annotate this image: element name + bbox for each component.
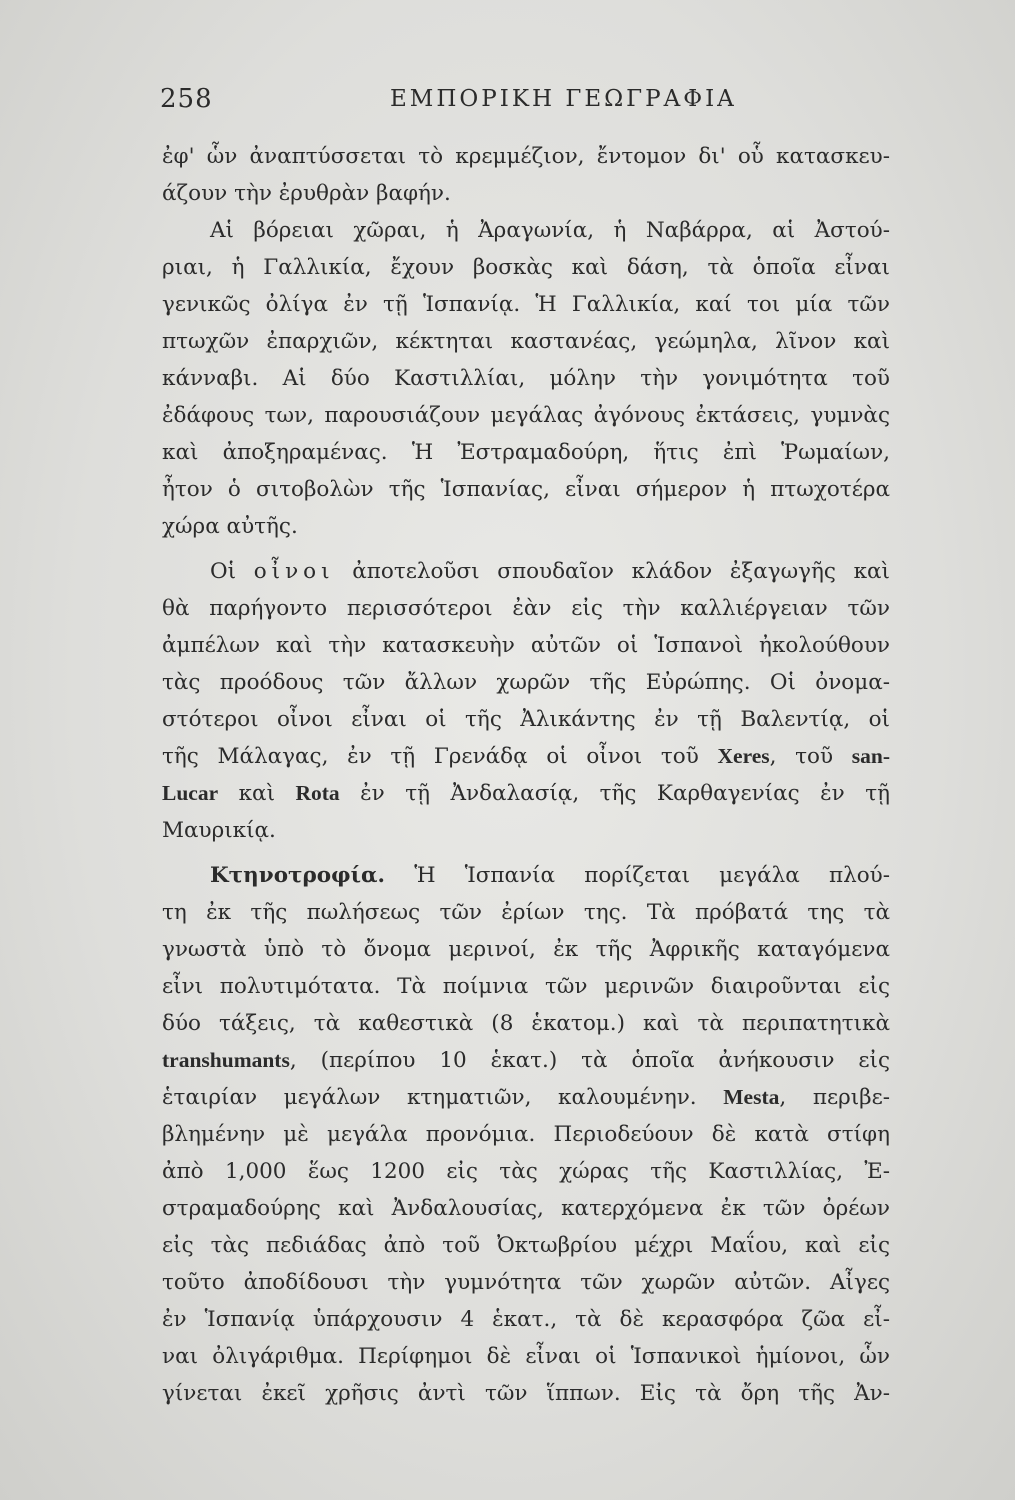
text-line: ριαι, ἡ Γαλλικία, ἔχουν βοσκὰς καὶ δάση, τὰ ὁποῖα εἶναι xyxy=(162,255,890,280)
text-line: δύο τάξεις, τὰ καθεστικὰ (8 ἑκατομ.) καὶ τὰ περιπατητικὰ xyxy=(162,1011,890,1036)
running-title: ΕΜΠΟΡΙΚΗ ΓΕΩΓΡΑΦΙΑ xyxy=(390,86,737,112)
text-span: καὶ xyxy=(218,781,296,806)
body-text xyxy=(162,138,890,1412)
text-line: χώρα αὐτῆς. xyxy=(162,514,298,539)
text-line xyxy=(162,1079,890,1116)
text-line: κάνναβι. Αἱ δύο Καστιλλίαι, μόλην τὴν γονιμότητα τοῦ xyxy=(162,366,890,391)
text-span: ἐν τῇ Ἀνδαλασίᾳ, τῆς Καρθαγενίας ἐν τῇ xyxy=(339,781,890,806)
text-line: θὰ παρήγοντο περισσότεροι ἐὰν εἰς τὴν καλλιέργειαν τῶν xyxy=(162,596,890,621)
text-line xyxy=(162,738,890,775)
section-heading: Κτηνοτροφία. xyxy=(210,863,386,888)
latin-term: Mesta xyxy=(723,1085,780,1109)
text-span: ἀποτελοῦσι σπουδαῖον κλάδον ἐξαγωγῆς καὶ xyxy=(352,559,890,584)
text-line: Μαυρικίᾳ. xyxy=(162,818,276,843)
text-line: τοῦτο ἀποδίδουσι τὴν γυμνότητα τῶν χωρῶν αὐτῶν. Αἶγες xyxy=(162,1270,890,1295)
page-number: 258 xyxy=(160,84,213,114)
text-line: ἐδάφους των, παρουσιάζουν μεγάλας ἀγόνους ἐκτάσεις, γυμνὰς xyxy=(162,403,890,428)
text-span: ἑταιρίαν μεγάλων κτηματιῶν, καλουμένην. xyxy=(162,1085,697,1110)
latin-term: transhumants xyxy=(162,1048,290,1072)
text-line xyxy=(162,1042,890,1079)
text-line: βλημένην μὲ μεγάλα προνόμια. Περιοδεύουν δὲ κατὰ στίφη xyxy=(162,1122,890,1147)
latin-term: Rota xyxy=(295,781,340,805)
text-line xyxy=(162,857,890,894)
text-span: Οἱ xyxy=(210,559,237,584)
text-line: τὰς προόδους τῶν ἄλλων χωρῶν τῆς Εὐρώπης. Οἱ ὀνομα- xyxy=(162,670,890,695)
text-line: ἐφ' ὧν ἀναπτύσσεται τὸ κρεμμέζιον, ἔντομον δι' οὗ κατασκευ- xyxy=(162,144,890,169)
text-span: , περιβε- xyxy=(779,1085,890,1110)
text-line: γνωστὰ ὑπὸ τὸ ὄνομα μερινοί, ἐκ τῆς Ἀφρικῆς καταγόμενα xyxy=(162,937,890,962)
text-line xyxy=(162,775,890,812)
latin-term: san- xyxy=(851,744,890,768)
text-line: ναι ὀλιγάριθμα. Περίφημοι δὲ εἶναι οἱ Ἱσπανικοὶ ἡμίονοι, ὧν xyxy=(162,1344,890,1369)
latin-term: Lucar xyxy=(162,781,219,805)
text-line: εἶνι πολυτιμότατα. Τὰ ποίμνια τῶν μερινῶν διαιροῦνται εἰς xyxy=(162,974,890,999)
text-line: ἀπὸ 1,000 ἕως 1200 εἰς τὰς χώρας τῆς Καστιλλίας, Ἐ- xyxy=(162,1159,890,1184)
emphasized-word: οἶνοι xyxy=(253,559,335,584)
text-line: εἰς τὰς πεδιάδας ἀπὸ τοῦ Ὀκτωβρίου μέχρι Μαΐου, καὶ εἰς xyxy=(162,1233,890,1258)
text-line: ἀμπέλων καὶ τὴν κατασκευὴν αὐτῶν οἱ Ἱσπανοὶ ἠκολούθουν xyxy=(162,633,890,658)
text-line: άζουν τὴν ἐρυθρὰν βαφήν. xyxy=(162,181,451,206)
text-span: , τοῦ xyxy=(769,744,834,769)
text-line: πτωχῶν ἐπαρχιῶν, κέκτηται καστανέας, γεώμηλα, λῖνον καὶ xyxy=(162,329,890,354)
text-line: Αἱ βόρειαι χῶραι, ἡ Ἀραγωνία, ἡ Ναβάρρα, αἱ Ἀστού- xyxy=(210,218,890,243)
text-line: στότεροι οἶνοι εἶναι οἱ τῆς Ἀλικάντης ἐν τῇ Βαλεντίᾳ, οἱ xyxy=(162,707,890,732)
text-line: τη ἐκ τῆς πωλήσεως τῶν ἐρίων της. Τὰ πρόβατά της τὰ xyxy=(162,900,890,925)
text-line: γίνεται ἐκεῖ χρῆσις ἀντὶ τῶν ἵππων. Εἰς τὰ ὄρη τῆς Ἀν- xyxy=(162,1381,890,1406)
page-header xyxy=(160,84,895,120)
text-line: γενικῶς ὀλίγα ἐν τῇ Ἱσπανίᾳ. Ἡ Γαλλικία, καί τοι μία τῶν xyxy=(162,292,890,317)
text-span: τῆς Μάλαγας, ἐν τῇ Γρενάδᾳ οἱ οἶνοι τοῦ xyxy=(162,744,699,769)
text-line xyxy=(162,553,890,590)
text-span: Ἡ Ἱσπανία πορίζεται μεγάλα πλού- xyxy=(414,863,890,888)
latin-term: Xeres xyxy=(717,744,770,768)
text-line: ἐν Ἱσπανίᾳ ὑπάρχουσιν 4 ἑκατ., τὰ δὲ κερασφόρα ζῶα εἶ- xyxy=(162,1307,890,1332)
text-line: ἦτον ὁ σιτοβολὼν τῆς Ἱσπανίας, εἶναι σήμερον ἡ πτωχοτέρα xyxy=(162,477,890,502)
text-span: , (περίπου 10 ἑκατ.) τὰ ὁποῖα ἀνήκουσιν εἰς xyxy=(289,1048,890,1073)
text-line: στραμαδούρης καὶ Ἀνδαλουσίας, κατερχόμενα ἐκ τῶν ὀρέων xyxy=(162,1196,890,1221)
text-line: καὶ ἀποξηραμένας. Ἡ Ἐστραμαδούρη, ἥτις ἐπὶ Ῥωμαίων, xyxy=(162,440,890,465)
